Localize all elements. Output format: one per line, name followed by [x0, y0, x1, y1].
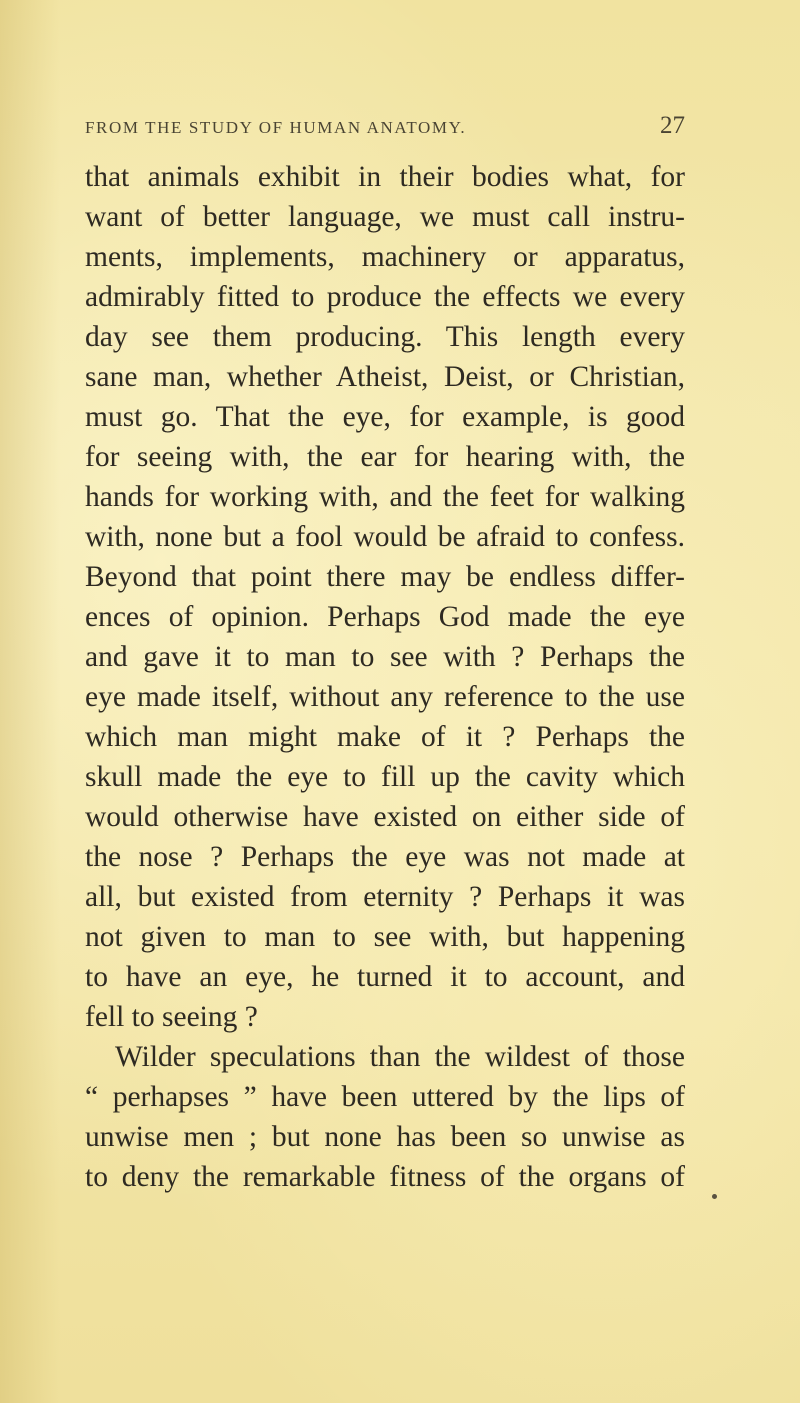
text-line: want of better language, we must call instru- — [85, 201, 685, 233]
text-line: not given to man to see with, but happening — [85, 921, 685, 953]
text-line: Beyond that point there may be endless differ- — [85, 561, 685, 593]
page-number: 27 — [660, 112, 685, 139]
text-line: ences of opinion. Perhaps God made the eye — [85, 601, 685, 633]
text-line: to have an eye, he turned it to account, and — [85, 961, 685, 993]
paragraph-2 — [85, 1037, 685, 1197]
text-line: eye made itself, without any reference to the use — [85, 681, 685, 713]
page-gutter-shadow — [0, 0, 60, 1403]
text-line: would otherwise have existed on either side of — [85, 801, 685, 833]
text-line: with, none but a fool would be afraid to confess. — [85, 521, 685, 553]
text-line: hands for working with, and the feet for walking — [85, 481, 685, 513]
text-line: admirably fitted to produce the effects we every — [85, 281, 685, 313]
text-line: must go. That the eye, for example, is good — [85, 401, 685, 433]
text-line: that animals exhibit in their bodies what, for — [85, 161, 685, 193]
text-line: and gave it to man to see with ? Perhaps the — [85, 641, 685, 673]
text-line: the nose ? Perhaps the eye was not made at — [85, 841, 685, 873]
page-header — [85, 112, 685, 144]
text-line: fell to seeing ? — [85, 1001, 258, 1033]
text-line: day see them producing. This length every — [85, 321, 685, 353]
text-line: which man might make of it ? Perhaps the — [85, 721, 685, 753]
body-text — [85, 157, 685, 1197]
text-line: “ perhapses ” have been uttered by the lips of — [85, 1081, 685, 1113]
text-line: skull made the eye to fill up the cavity which — [85, 761, 685, 793]
text-line: unwise men ; but none has been so unwise as — [85, 1121, 685, 1153]
text-line: Wilder speculations than the wildest of those — [115, 1041, 685, 1073]
text-line: ments, implements, machinery or apparatus, — [85, 241, 685, 273]
text-line: to deny the remarkable fitness of the organs of — [85, 1161, 685, 1193]
text-line: sane man, whether Atheist, Deist, or Christian, — [85, 361, 685, 393]
paragraph-1 — [85, 157, 685, 1037]
ink-speck — [712, 1194, 717, 1199]
running-head: FROM THE STUDY OF HUMAN ANATOMY. — [85, 118, 467, 137]
text-line: all, but existed from eternity ? Perhaps it was — [85, 881, 685, 913]
text-line: for seeing with, the ear for hearing with, the — [85, 441, 685, 473]
